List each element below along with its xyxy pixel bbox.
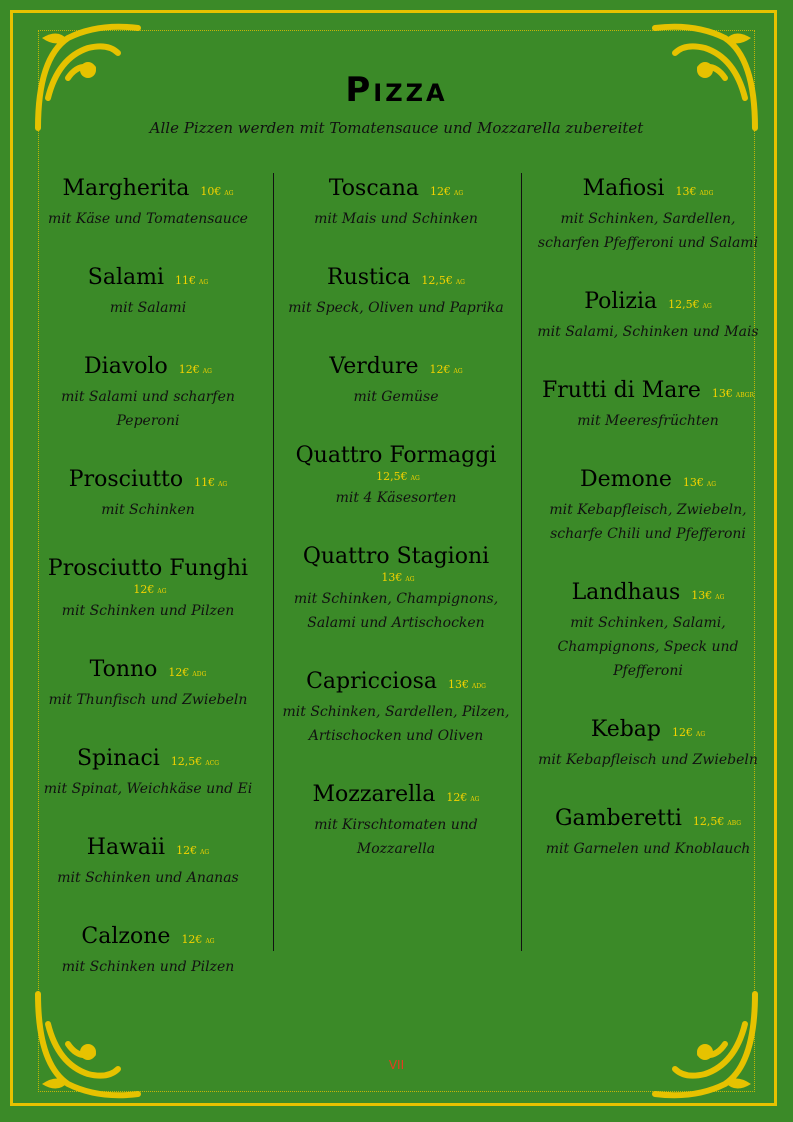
allergen-code: AG	[696, 731, 706, 738]
menu-item-header	[28, 176, 268, 207]
allergen-code: AG	[199, 279, 209, 286]
menu-item-name: Diavolo	[84, 354, 168, 379]
menu-item-description: mit Salami, Schinken und Mais	[537, 324, 759, 340]
menu-item-header	[28, 556, 268, 599]
menu-item-description: mit Garnelen und Knoblauch	[545, 841, 751, 857]
menu-item-price: 12€	[168, 666, 190, 679]
menu-item-name: Landhaus	[571, 580, 681, 605]
allergen-code: AG	[706, 481, 717, 488]
menu-item-price: 12,5€	[692, 815, 725, 828]
menu-item-description: mit Schinken und Ananas	[57, 870, 239, 886]
menu-item-name: Demone	[579, 467, 672, 492]
menu-item	[528, 717, 768, 772]
price-group	[190, 467, 227, 492]
menu-item-name: Quattro Formaggi	[295, 443, 497, 468]
menu-item	[528, 580, 768, 683]
allergen-code: AG	[218, 481, 228, 488]
price-group	[175, 354, 212, 379]
price-group	[426, 354, 463, 379]
menu-item-name: Rustica	[327, 265, 411, 290]
menu-item-description: mit 4 Käsesorten	[335, 490, 457, 506]
menu-item-description: mit Schinken, Sardellen, Pilzen, Artischocken und Oliven	[282, 704, 510, 744]
menu-item-header	[276, 782, 516, 813]
menu-item-description: mit Schinken und Pilzen	[61, 959, 235, 975]
menu-item-price: 12€	[178, 363, 200, 376]
price-group	[442, 782, 479, 807]
menu-item	[528, 289, 768, 344]
allergen-code: ADG	[192, 671, 207, 678]
menu-item-header	[28, 657, 268, 688]
menu-item-price: 11€	[175, 274, 197, 287]
menu-item-description: mit Speck, Oliven und Paprika	[288, 300, 504, 316]
price-group	[276, 568, 516, 587]
allergen-code: AG	[454, 190, 464, 197]
allergen-code: AG	[702, 303, 712, 310]
allergen-code: AG	[224, 190, 234, 197]
menu-item-header	[276, 354, 516, 385]
menu-item-price: 12€	[181, 933, 203, 946]
menu-item	[276, 443, 516, 510]
menu-item-price: 12€	[446, 791, 468, 804]
menu-item-price: 12€	[672, 726, 693, 739]
price-group	[196, 176, 233, 201]
menu-item	[28, 354, 268, 433]
menu-item-name: Hawaii	[86, 835, 166, 860]
menu-item	[528, 378, 768, 433]
menu-item-name: Mafiosi	[582, 176, 665, 201]
menu-item-price: 13€	[381, 571, 403, 584]
allergen-code: AG	[715, 594, 725, 601]
menu-item-description: mit Spinat, Weichkäse und Ei	[43, 781, 253, 797]
menu-item-header	[276, 669, 516, 700]
menu-item-name: Spinaci	[76, 746, 160, 771]
menu-item-description: mit Kebapfleisch und Zwiebeln	[538, 752, 758, 768]
price-group	[668, 717, 705, 742]
menu-item-description: mit Salami und scharfen Peperoni	[61, 389, 235, 429]
menu-item	[528, 467, 768, 546]
menu-item-description: mit Kirschtomaten und Mozzarella	[314, 817, 478, 857]
allergen-code: AG	[410, 475, 420, 482]
allergen-code: AG	[453, 368, 463, 375]
menu-item-description: mit Schinken, Salami, Champignons, Speck und Pfefferoni	[557, 615, 739, 679]
menu-item	[276, 669, 516, 748]
menu-item-description: mit Gemüse	[353, 389, 439, 405]
menu-item-header	[28, 467, 268, 498]
menu-item	[276, 782, 516, 861]
menu-item-header	[28, 354, 268, 385]
price-group	[444, 669, 486, 694]
menu-item-name: Mozzarella	[312, 782, 436, 807]
menu-item-name: Salami	[87, 265, 165, 290]
menu-item	[276, 544, 516, 635]
menu-item-name: Verdure	[329, 354, 419, 379]
allergen-code: ABG	[727, 820, 742, 827]
menu-item-name: Prosciutto Funghi	[47, 556, 249, 581]
price-group	[164, 657, 206, 682]
menu-item-description: mit Mais und Schinken	[314, 211, 478, 227]
menu-item-description: mit Kebapfleisch, Zwiebeln, scharfe Chili und Pfefferoni	[549, 502, 747, 542]
price-group	[276, 467, 516, 486]
menu-item-header	[28, 924, 268, 955]
menu-item-price: 13€	[675, 185, 697, 198]
allergen-code: AG	[200, 849, 210, 856]
menu-item-price: 12,5€	[170, 755, 203, 768]
menu-item	[276, 354, 516, 409]
column-divider	[521, 173, 522, 951]
menu-item-header	[28, 835, 268, 866]
menu-item-price: 12€	[429, 363, 451, 376]
menu-item	[276, 265, 516, 320]
menu-item-name: Prosciutto	[68, 467, 184, 492]
page-title: Pizza	[345, 70, 448, 110]
menu-item-price: 11€	[194, 476, 216, 489]
allergen-code: ACG	[205, 760, 220, 767]
allergen-code: AG	[470, 796, 480, 803]
menu-item-price: 13€	[447, 678, 469, 691]
menu-item	[28, 556, 268, 623]
menu-item-description: mit Thunfisch und Zwiebeln	[48, 692, 248, 708]
menu-item-price: 12,5€	[668, 298, 700, 311]
menu-item	[28, 176, 268, 231]
allergen-code: AG	[205, 938, 215, 945]
menu-item-name: Toscana	[328, 176, 420, 201]
menu-item-price: 12€	[176, 844, 198, 857]
menu-item-header	[528, 806, 768, 837]
menu-item-header	[528, 717, 768, 748]
price-group	[664, 289, 712, 314]
menu-item-name: Tonno	[89, 657, 158, 682]
price-group	[28, 580, 268, 599]
price-group	[689, 806, 741, 831]
menu-item-name: Gamberetti	[554, 806, 682, 831]
allergen-code: AG	[405, 576, 415, 583]
allergen-code: AG	[455, 279, 465, 286]
menu-item-price: 12€	[133, 583, 155, 596]
menu-item-header	[276, 176, 516, 207]
price-group	[167, 746, 219, 771]
menu-item-header	[528, 176, 768, 207]
menu-item-name: Frutti di Mare	[541, 378, 701, 403]
menu-item	[28, 657, 268, 712]
menu-item-description: mit Schinken	[101, 502, 195, 518]
menu-item-description: mit Schinken, Champignons, Salami und Artischocken	[293, 591, 499, 631]
page-subtitle: Alle Pizzen werden mit Tomatensauce und Mozzarella zubereitet	[149, 119, 644, 137]
menu-item-header	[28, 265, 268, 296]
menu-item-description: mit Salami	[109, 300, 187, 316]
price-group	[177, 924, 214, 949]
menu-item	[28, 924, 268, 979]
allergen-code: AG	[157, 588, 167, 595]
price-group	[417, 265, 465, 290]
price-group	[171, 265, 208, 290]
menu-item-description: mit Schinken und Pilzen	[61, 603, 235, 619]
price-group	[671, 176, 713, 201]
menu-item-description: mit Meeresfrüchten	[577, 413, 719, 429]
allergen-code: ADG	[699, 190, 714, 197]
price-group	[679, 467, 716, 492]
allergen-code: ADG	[471, 683, 486, 690]
menu-item	[28, 467, 268, 522]
menu-item-header	[528, 580, 768, 611]
menu-item-price: 12€	[430, 185, 452, 198]
price-group	[426, 176, 463, 201]
menu-item-header	[528, 289, 768, 320]
ornament-corner-bottom-right	[645, 984, 765, 1104]
column-divider	[273, 173, 274, 951]
menu-item	[28, 265, 268, 320]
price-group	[172, 835, 209, 860]
menu-item-header	[276, 443, 516, 486]
menu-item	[528, 176, 768, 255]
menu-item-name: Kebap	[590, 717, 661, 742]
price-group	[708, 378, 754, 403]
menu-item-price: 13€	[711, 387, 733, 400]
page-number: VII	[388, 1058, 405, 1072]
price-group	[687, 580, 724, 605]
menu-item-name: Polizia	[584, 289, 658, 314]
menu-item-price: 12,5€	[421, 274, 453, 287]
allergen-code: ABGR	[735, 392, 755, 399]
menu-item-description: mit Käse und Tomatensauce	[48, 211, 248, 227]
menu-item-name: Margherita	[62, 176, 190, 201]
menu-item-name: Calzone	[81, 924, 171, 949]
menu-item	[28, 746, 268, 801]
menu-item-name: Capricciosa	[306, 669, 437, 694]
menu-item-header	[276, 544, 516, 587]
menu-item	[276, 176, 516, 231]
menu-item-header	[276, 265, 516, 296]
menu-item-price: 13€	[691, 589, 713, 602]
menu-item	[528, 806, 768, 861]
menu-item-name: Quattro Stagioni	[302, 544, 490, 569]
menu-item-header	[528, 378, 768, 409]
menu-item-header	[528, 467, 768, 498]
menu-item-price: 13€	[682, 476, 704, 489]
menu-item-description: mit Schinken, Sardellen, scharfen Pfefferoni und Salami	[537, 211, 759, 251]
menu-item-price: 12,5€	[376, 470, 408, 483]
menu-column-1	[28, 176, 268, 1013]
menu-item-header	[28, 746, 268, 777]
menu-item	[28, 835, 268, 890]
menu-column-3	[528, 176, 768, 895]
menu-column-2	[276, 176, 516, 895]
menu-item-price: 10€	[200, 185, 222, 198]
allergen-code: AG	[202, 368, 212, 375]
